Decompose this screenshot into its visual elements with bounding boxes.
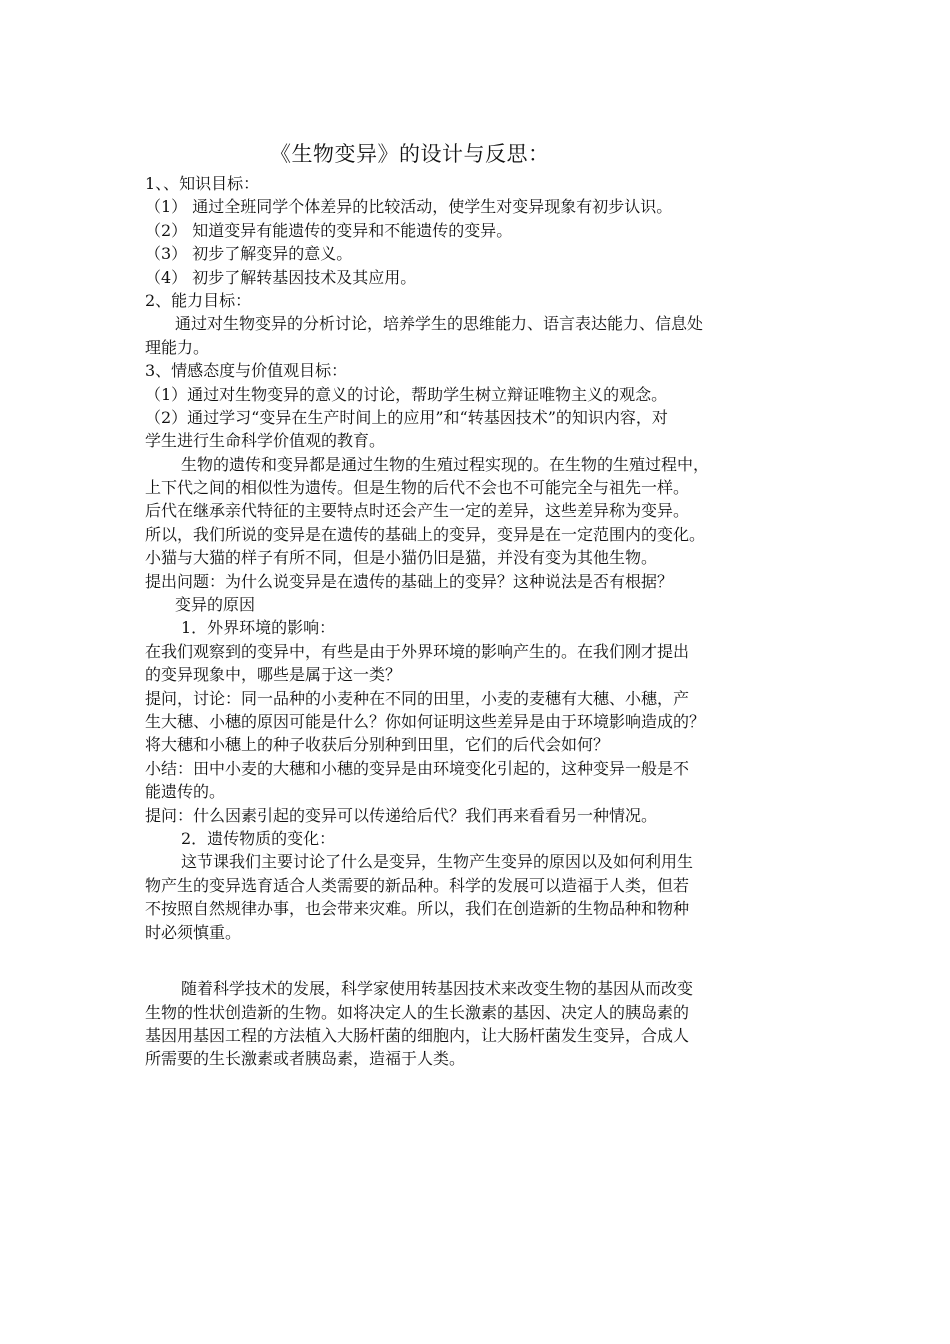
document-body bbox=[145, 172, 825, 1071]
paragraph-line: 提问，讨论：同一品种的小麦种在不同的田里，小麦的麦穗有大穗、小穗，产 bbox=[145, 688, 690, 708]
paragraph-line: 后代在继承亲代特征的主要特点时还会产生一定的差异，这些差异称为变异。 bbox=[145, 501, 690, 521]
section-heading-knowledge: 1、、知识目标： bbox=[145, 174, 260, 193]
paragraph-line: 在我们观察到的变异中，有些是由于外界环境的影响产生的。在我们刚才提出 bbox=[145, 641, 690, 661]
paragraph-line: 学生进行生命科学价值观的教育。 bbox=[145, 431, 386, 451]
paragraph-line: 能遗传的。 bbox=[145, 782, 226, 802]
paragraph-line: 小猫与大猫的样子有所不同，但是小猫仍旧是猫，并没有变为其他生物。 bbox=[145, 548, 658, 568]
paragraph-line: 物产生的变异选育适合人类需要的新品种。科学的发展可以造福于人类，但若 bbox=[145, 875, 690, 895]
paragraph-line: 所以，我们所说的变异是在遗传的基础上的变异，变异是在一定范围内的变化。 bbox=[145, 524, 706, 544]
list-item: （2）通过学习“变异在生产时间上的应用”和“转基因技术”的知识内容，对 bbox=[145, 407, 668, 427]
document-title: 《生物变异》的设计与反思： bbox=[270, 142, 550, 166]
list-item: （1） 通过全班同学个体差异的比较活动，使学生对变异现象有初步认识。 bbox=[145, 197, 673, 217]
paragraph-line: 的变异现象中，哪些是属于这一类？ bbox=[145, 665, 402, 685]
list-item: （3） 初步了解变异的意义。 bbox=[145, 244, 353, 264]
spacer bbox=[145, 967, 825, 977]
list-item: （4） 初步了解转基因技术及其应用。 bbox=[145, 267, 417, 287]
blank-line bbox=[145, 944, 825, 967]
section-heading-attitude: 3、情感态度与价值观目标： bbox=[145, 361, 348, 381]
list-item: （2） 知道变异有能遗传的变异和不能遗传的变异。 bbox=[145, 220, 513, 240]
paragraph-line: 小结：田中小麦的大穗和小穗的变异是由环境变化引起的，这种变异一般是不 bbox=[145, 758, 690, 778]
paragraph-line: 时必须慎重。 bbox=[145, 922, 242, 942]
paragraph-line: 生物的性状创造新的生物。如将决定人的生长激素的基因、决定人的胰岛素的 bbox=[145, 1002, 690, 1022]
paragraph-line: 生物的遗传和变异都是通过生物的生殖过程实现的。在生物的生殖过程中， bbox=[181, 454, 710, 474]
paragraph-line: 所需要的生长激素或者胰岛素，造福于人类。 bbox=[145, 1049, 466, 1069]
subheading-causes: 变异的原因 bbox=[175, 595, 256, 615]
paragraph-line: 不按照自然规律办事，也会带来灾难。所以，我们在创造新的生物品种和物种 bbox=[145, 899, 690, 919]
paragraph-line: 随着科学技术的发展，科学家使用转基因技术来改变生物的基因从而改变 bbox=[181, 979, 694, 999]
subheading-genetic: 2．遗传物质的变化： bbox=[181, 828, 336, 848]
list-item: （1）通过对生物变异的意义的讨论，帮助学生树立辩证唯物主义的观念。 bbox=[145, 384, 668, 404]
subheading-environment: 1．外界环境的影响： bbox=[181, 618, 336, 638]
paragraph-line: 提问：什么因素引起的变异可以传递给后代？我们再来看看另一种情况。 bbox=[145, 805, 658, 825]
paragraph-line: 基因用基因工程的方法植入大肠杆菌的细胞内，让大肠杆菌发生变异，合成人 bbox=[145, 1026, 690, 1046]
paragraph-line: 提出问题：为什么说变异是在遗传的基础上的变异？这种说法是否有根据？ bbox=[145, 571, 674, 591]
paragraph-line: 这节课我们主要讨论了什么是变异，生物产生变异的原因以及如何利用生 bbox=[181, 852, 694, 872]
paragraph-line: 将大穗和小穗上的种子收获后分别种到田里，它们的后代会如何？ bbox=[145, 735, 610, 755]
paragraph-line: 通过对生物变异的分析讨论，培养学生的思维能力、语言表达能力、信息处 bbox=[175, 314, 704, 334]
paragraph-line: 上下代之间的相似性为遗传。但是生物的后代不会也不可能完全与祖先一样。 bbox=[145, 478, 690, 498]
paragraph-line: 生大穗、小穗的原因可能是什么？你如何证明这些差异是由于环境影响造成的？ bbox=[145, 711, 706, 731]
paragraph-line: 理能力。 bbox=[145, 337, 210, 357]
section-heading-ability: 2、能力目标： bbox=[145, 290, 252, 310]
